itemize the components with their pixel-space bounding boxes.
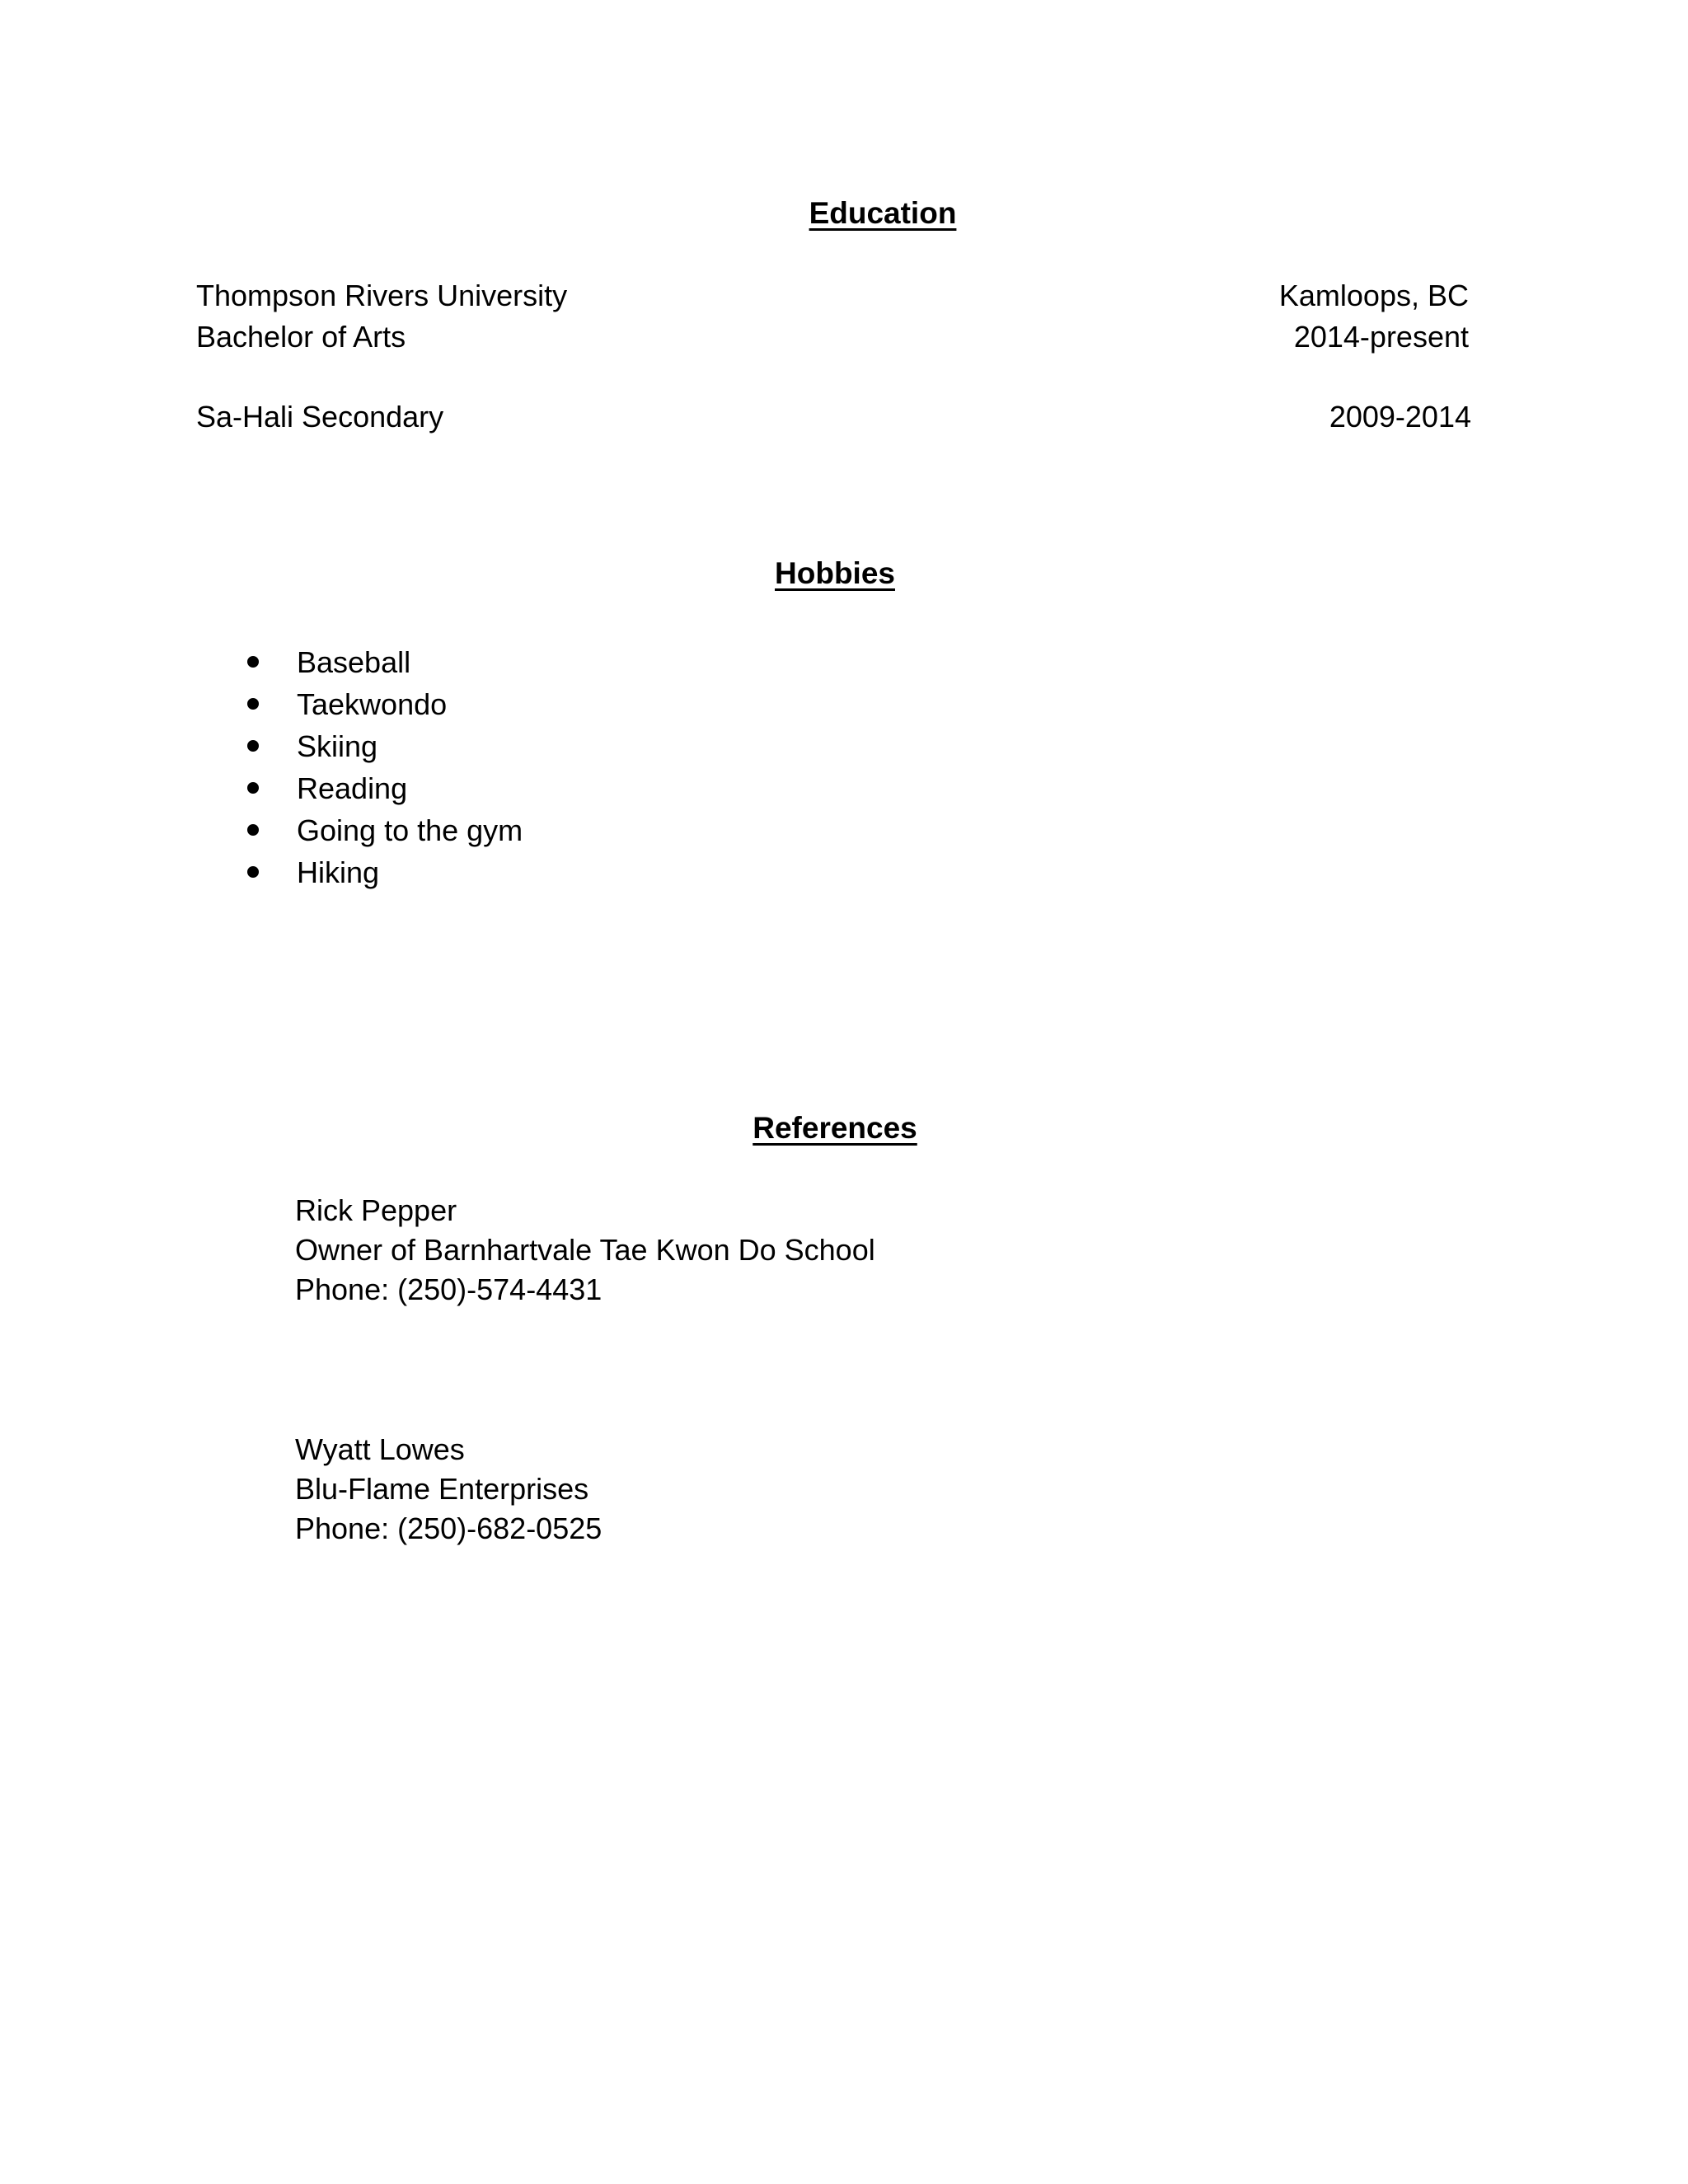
education-institution: Sa-Hali Secondary: [196, 400, 444, 434]
reference-title: Blu-Flame Enterprises: [295, 1472, 589, 1506]
hobbies-heading: Hobbies: [775, 556, 895, 590]
list-item: [247, 641, 523, 683]
hobby-label: Reading: [297, 771, 408, 805]
hobby-label: Baseball: [297, 645, 411, 679]
education-dates: 2014-present: [1293, 320, 1469, 354]
reference-phone: Phone: (250)-574-4431: [295, 1272, 603, 1306]
list-item: [247, 725, 523, 767]
references-heading: References: [753, 1111, 917, 1145]
reference-name: Wyatt Lowes: [295, 1432, 465, 1466]
reference-title: Owner of Barnhartvale Tae Kwon Do School: [295, 1233, 875, 1267]
reference-phone: Phone: (250)-682-0525: [295, 1511, 603, 1545]
education-heading: Education: [809, 196, 957, 230]
hobby-label: Skiing: [297, 729, 378, 763]
bullet-icon: [247, 698, 259, 710]
education-location: Kamloops, BC: [1278, 279, 1469, 312]
bullet-icon: [247, 866, 259, 878]
bullet-icon: [247, 824, 259, 836]
bullet-icon: [247, 740, 259, 752]
hobbies-list: [247, 641, 523, 893]
bullet-icon: [247, 782, 259, 794]
education-program: Bachelor of Arts: [196, 320, 406, 354]
hobby-label: Going to the gym: [297, 813, 523, 847]
list-item: [247, 767, 523, 809]
hobby-label: Hiking: [297, 855, 380, 889]
hobby-label: Taekwondo: [297, 687, 448, 721]
education-dates: 2009-2014: [1329, 400, 1471, 434]
list-item: [247, 809, 523, 851]
list-item: [247, 683, 523, 725]
list-item: [247, 851, 523, 893]
reference-name: Rick Pepper: [295, 1193, 457, 1227]
education-institution: Thompson Rivers University: [196, 279, 568, 312]
bullet-icon: [247, 656, 259, 668]
